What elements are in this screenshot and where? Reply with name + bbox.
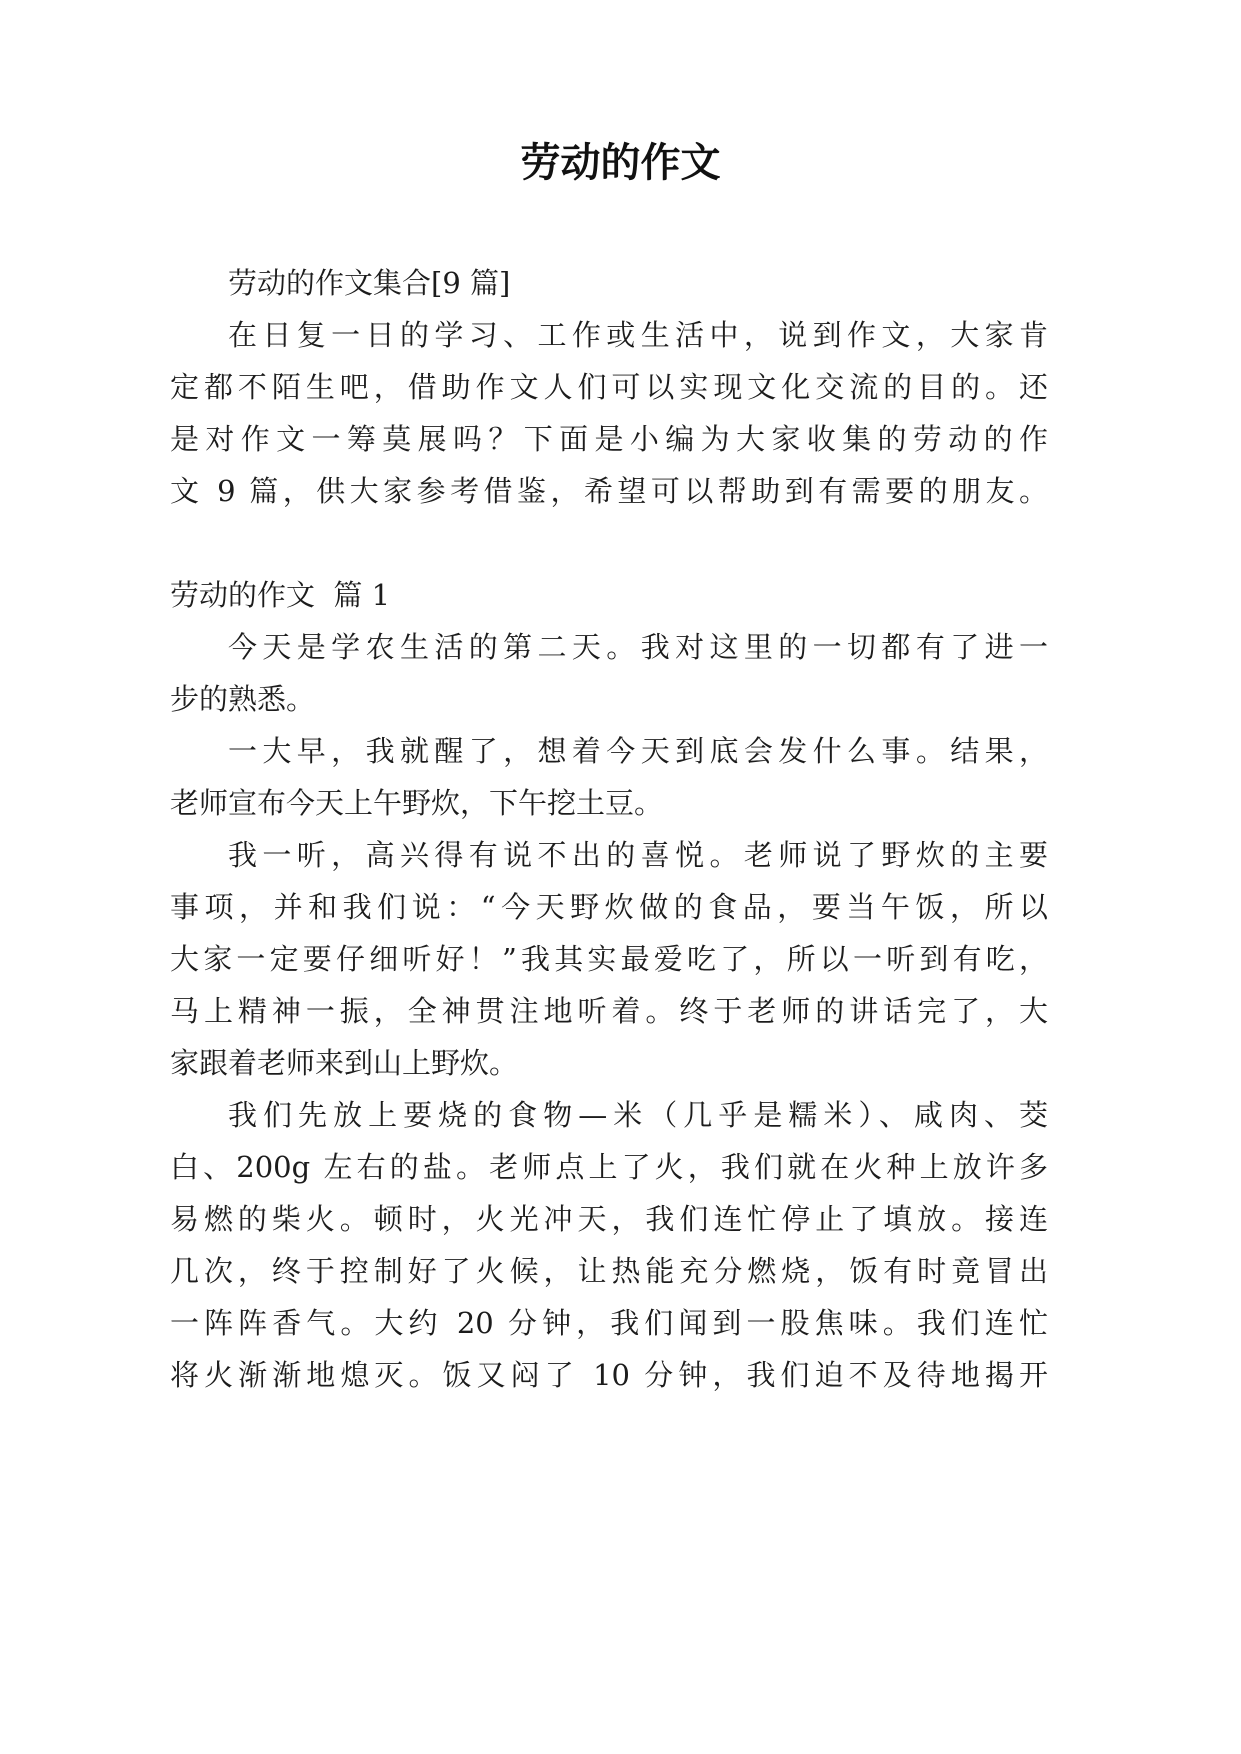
paragraph-line: 我一听，高兴得有说不出的喜悦。老师说了野炊的主要 <box>228 838 1048 872</box>
intro-collection-title-paragraph <box>170 257 1048 309</box>
paragraph-line: 几次，终于控制好了火候，让热能充分燃烧，饭有时竟冒出 <box>170 1254 1048 1288</box>
document-title: 劳动的作文 <box>520 139 721 186</box>
paragraph <box>170 1089 1048 1401</box>
paragraph-line: 定都不陌生吧，借助作文人们可以实现文化交流的目的。还 <box>170 370 1048 404</box>
paragraph-line: 文 9 篇，供大家参考借鉴，希望可以帮助到有需要的朋友。 <box>170 474 1048 508</box>
blank-line <box>170 517 1048 569</box>
paragraph-line: 白、200g 左右的盐。老师点上了火，我们就在火种上放许多 <box>170 1150 1048 1184</box>
paragraph-line: 我们先放上要烧的食物—米（几乎是糯米）、咸肉、茭 <box>228 1098 1048 1132</box>
paragraph-line: 事项，并和我们说：“今天野炊做的食品，要当午饭，所以 <box>170 890 1048 924</box>
paragraph-line: 在日复一日的学习、工作或生活中，说到作文，大家肯 <box>228 318 1048 352</box>
intro-paragraph <box>170 309 1048 517</box>
paragraph-line: 步的熟悉。 <box>170 682 316 716</box>
section-heading: 劳动的作文 篇 1 <box>170 578 391 612</box>
paragraph-line: 家跟着老师来到山上野炊。 <box>170 1046 519 1080</box>
paragraph-line: 老师宣布今天上午野炊，下午挖土豆。 <box>170 786 664 820</box>
paragraph-line: 将火渐渐地熄灭。饭又闷了 10 分钟，我们迫不及待地揭开 <box>170 1358 1048 1392</box>
intro-collection-title: 劳动的作文集合[9 篇] <box>228 266 511 300</box>
paragraph-line: 今天是学农生活的第二天。我对这里的一切都有了进一 <box>228 630 1048 664</box>
paragraph-line: 大家一定要仔细听好！”我其实最爱吃了，所以一听到有吃， <box>170 942 1048 976</box>
paragraph <box>170 725 1048 829</box>
paragraph-line: 是对作文一筹莫展吗？下面是小编为大家收集的劳动的作 <box>170 422 1048 456</box>
document-body <box>170 257 1048 1401</box>
paragraph-line: 马上精神一振，全神贯注地听着。终于老师的讲话完了，大 <box>170 994 1048 1028</box>
paragraph-line: 易燃的柴火。顿时，火光冲天，我们连忙停止了填放。接连 <box>170 1202 1048 1236</box>
section <box>170 569 1048 1401</box>
paragraph-line: 一大早，我就醒了，想着今天到底会发什么事。结果， <box>228 734 1048 768</box>
paragraph <box>170 621 1048 725</box>
paragraph-line: 一阵阵香气。大约 20 分钟，我们闻到一股焦味。我们连忙 <box>170 1306 1048 1340</box>
paragraph <box>170 829 1048 1089</box>
